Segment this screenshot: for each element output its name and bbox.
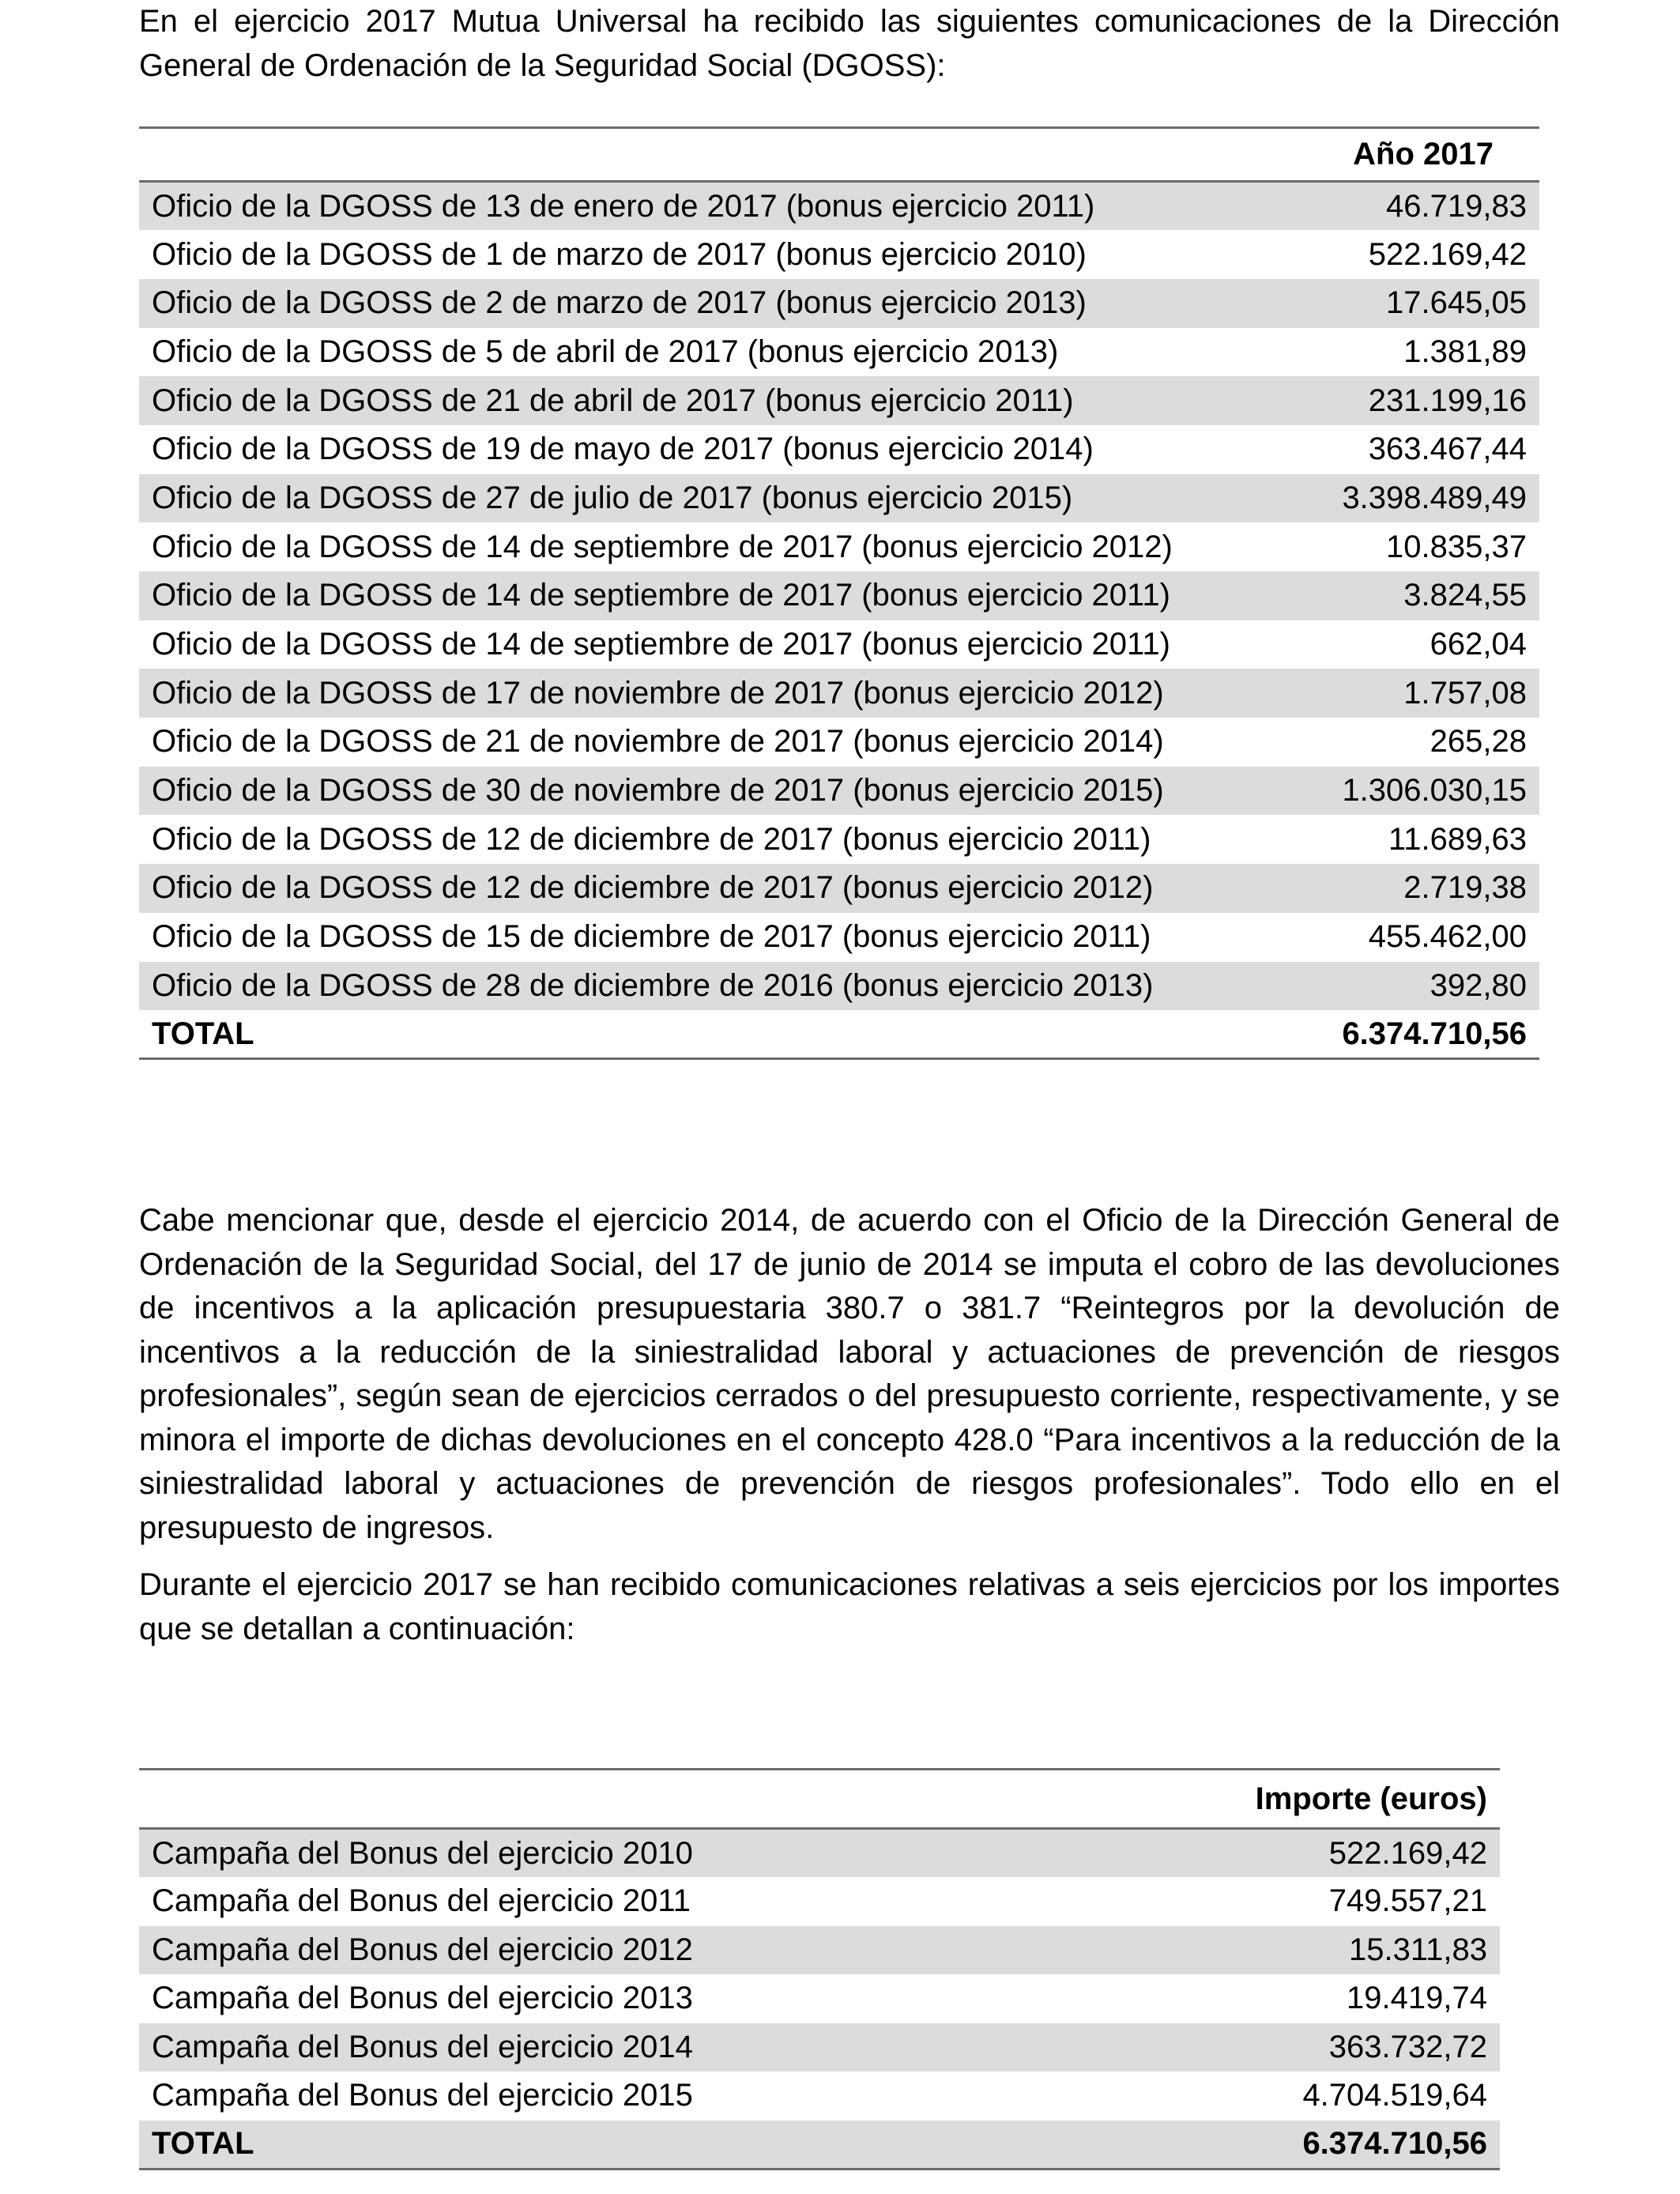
row-label: Campaña del Bonus del ejercicio 2012	[139, 1926, 1190, 1975]
row-label: Oficio de la DGOSS de 14 de septiembre de 2017 (bonus ejercicio 2011)	[139, 571, 1301, 620]
row-label: Oficio de la DGOSS de 27 de julio de 2017 (bonus ejercicio 2015)	[139, 474, 1301, 523]
row-label: Oficio de la DGOSS de 1 de marzo de 2017 (bonus ejercicio 2010)	[152, 236, 1087, 272]
row-amount: 4.704.519,64	[1302, 2078, 1487, 2113]
table-row	[139, 522, 1539, 571]
row-label: Oficio de la DGOSS de 30 de noviembre de 2017 (bonus ejercicio 2015)	[139, 767, 1301, 816]
row-label: Oficio de la DGOSS de 19 de mayo de 2017 (bonus ejercicio 2014)	[152, 432, 1094, 467]
row-label: Oficio de la DGOSS de 12 de diciembre de 2017 (bonus ejercicio 2011)	[152, 821, 1151, 857]
total-label: TOTAL	[152, 1016, 254, 1051]
row-label: Oficio de la DGOSS de 15 de diciembre de 2017 (bonus ejercicio 2011)	[152, 919, 1151, 955]
table-row	[139, 620, 1539, 669]
total-amount: 6.374.710,56	[1190, 2120, 1500, 2169]
total-amount: 6.374.710,56	[1342, 1016, 1527, 1051]
row-label: Oficio de la DGOSS de 28 de diciembre de 2016 (bonus ejercicio 2013)	[139, 962, 1301, 1011]
total-row	[139, 2120, 1500, 2169]
table-row	[139, 328, 1539, 377]
row-amount: 363.732,72	[1190, 2023, 1500, 2072]
row-amount: 363.467,44	[1368, 432, 1527, 467]
row-amount: 19.419,74	[1347, 1981, 1487, 2016]
row-label: Oficio de la DGOSS de 13 de enero de 2017 (bonus ejercicio 2011)	[139, 182, 1301, 231]
table-row	[139, 474, 1539, 523]
row-label: Oficio de la DGOSS de 17 de noviembre de 2017 (bonus ejercicio 2012)	[139, 669, 1301, 718]
intro-paragraph: En el ejercicio 2017 Mutua Universal ha recibido las siguientes comunicaciones de la Dirección General de Ordenación de la Seguridad Social (DGOSS):	[139, 4, 1560, 83]
dgoss-communications-table	[139, 126, 1539, 1060]
row-amount: 46.719,83	[1301, 182, 1539, 231]
table-row	[139, 767, 1539, 816]
total-row	[139, 1010, 1539, 1059]
table-row	[139, 182, 1539, 231]
row-amount: 522.169,42	[1190, 1829, 1500, 1878]
row-amount: 455.462,00	[1368, 919, 1527, 955]
row-label: Campaña del Bonus del ejercicio 2015	[152, 2078, 693, 2113]
total-label: TOTAL	[139, 2120, 1190, 2169]
row-amount: 1.306.030,15	[1301, 767, 1539, 816]
row-amount: 749.557,21	[1328, 1883, 1487, 1919]
bonus-campaign-table	[139, 1768, 1500, 2170]
row-label: Oficio de la DGOSS de 12 de diciembre de 2017 (bonus ejercicio 2012)	[139, 864, 1301, 913]
table-row	[139, 1974, 1500, 2023]
table-row	[139, 669, 1539, 718]
row-amount: 11.689,63	[1388, 821, 1527, 857]
table-row	[139, 864, 1539, 913]
row-label: Campaña del Bonus del ejercicio 2014	[139, 2023, 1190, 2072]
table-row	[139, 1926, 1500, 1975]
row-label: Oficio de la DGOSS de 2 de marzo de 2017 (bonus ejercicio 2013)	[139, 279, 1301, 328]
table-row	[139, 962, 1539, 1011]
row-label: Oficio de la DGOSS de 21 de abril de 2017 (bonus ejercicio 2011)	[139, 376, 1301, 425]
row-amount: 15.311,83	[1190, 1926, 1500, 1975]
header-year: Año 2017	[1353, 137, 1494, 172]
row-amount: 662,04	[1430, 627, 1527, 662]
summary-intro-paragraph: Durante el ejercicio 2017 se han recibido comunicaciones relativas a seis ejercicios por los importes que se detallan a continuación:	[139, 1567, 1560, 1646]
row-amount: 17.645,05	[1301, 279, 1539, 328]
row-amount: 392,80	[1301, 962, 1539, 1011]
table-row	[139, 376, 1539, 425]
table-row	[139, 571, 1539, 620]
row-label: Campaña del Bonus del ejercicio 2013	[152, 1981, 693, 2016]
row-amount: 522.169,42	[1368, 236, 1527, 272]
table-header-row	[139, 1770, 1500, 1829]
table-row	[139, 279, 1539, 328]
explanation-paragraph: Cabe mencionar que, desde el ejercicio 2014, de acuerdo con el Oficio de la Dirección General de Ordenación de la Seguridad Social, del 17 de junio de 2014 se imputa el cobro de las devoluciones de incentivos a la aplicación presupuestaria 380.7 o 381.7 “Reintegros por la devolución de incentivos a la reducción de la siniestralidad laboral y actuaciones de prevención de riesgos profesionales”, según sean de ejercicios cerrados o del presupuesto corriente, respectivamente, y se minora el importe de dichas devoluciones en el concepto 428.0 “Para incentivos a la reducción de la siniestralidad laboral y actuaciones de prevención de riesgos profesionales”. Todo ello en el presupuesto de ingresos.	[139, 1203, 1560, 1545]
header-label-cell	[139, 128, 1301, 182]
row-amount: 265,28	[1430, 724, 1527, 760]
row-label: Oficio de la DGOSS de 5 de abril de 2017 (bonus ejercicio 2013)	[152, 334, 1059, 369]
row-label: Campaña del Bonus del ejercicio 2011	[152, 1883, 691, 1919]
row-amount: 3.398.489,49	[1301, 474, 1539, 523]
table-row	[139, 913, 1539, 962]
header-label-cell	[139, 1770, 1190, 1829]
row-amount: 231.199,16	[1301, 376, 1539, 425]
header-amount: Importe (euros)	[1255, 1781, 1487, 1816]
table-body	[139, 1829, 1500, 2169]
table-row	[139, 230, 1539, 279]
table-row	[139, 815, 1539, 864]
row-amount: 1.757,08	[1301, 669, 1539, 718]
table-header-row	[139, 128, 1539, 182]
table-row	[139, 425, 1539, 474]
row-label: Campaña del Bonus del ejercicio 2010	[139, 1829, 1190, 1878]
row-label: Oficio de la DGOSS de 14 de septiembre de 2017 (bonus ejercicio 2011)	[152, 627, 1170, 662]
table-row	[139, 1829, 1500, 1878]
table-body	[139, 182, 1539, 1059]
row-amount: 2.719,38	[1301, 864, 1539, 913]
row-amount: 10.835,37	[1386, 529, 1527, 564]
row-amount: 3.824,55	[1301, 571, 1539, 620]
table-row	[139, 2071, 1500, 2120]
table-row	[139, 2023, 1500, 2072]
table-row	[139, 718, 1539, 767]
row-amount: 1.381,89	[1403, 334, 1527, 369]
row-label: Oficio de la DGOSS de 14 de septiembre de 2017 (bonus ejercicio 2012)	[152, 529, 1173, 564]
table-row	[139, 1877, 1500, 1926]
row-label: Oficio de la DGOSS de 21 de noviembre de 2017 (bonus ejercicio 2014)	[152, 724, 1164, 760]
